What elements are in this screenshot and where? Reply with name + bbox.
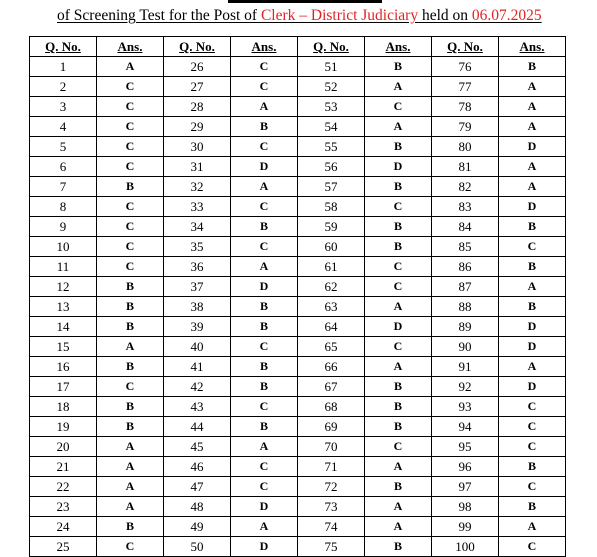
question-number-cell: 100 — [432, 537, 499, 557]
answer-cell: C — [499, 237, 566, 257]
answer-cell: C — [499, 417, 566, 437]
question-number-cell: 77 — [432, 77, 499, 97]
question-number-cell: 30 — [164, 137, 231, 157]
answer-cell: B — [365, 137, 432, 157]
question-number-cell: 78 — [432, 97, 499, 117]
top-rule — [228, 0, 382, 3]
table-row — [30, 357, 566, 377]
question-number-cell: 66 — [298, 357, 365, 377]
question-number-cell: 89 — [432, 317, 499, 337]
question-number-cell: 57 — [298, 177, 365, 197]
question-number-cell: 73 — [298, 497, 365, 517]
answer-cell: B — [97, 417, 164, 437]
question-number-cell: 96 — [432, 457, 499, 477]
answer-cell: B — [365, 237, 432, 257]
answer-cell: A — [499, 517, 566, 537]
answer-cell: C — [97, 237, 164, 257]
answer-cell: B — [231, 317, 298, 337]
question-number-cell: 22 — [30, 477, 97, 497]
answer-cell: A — [231, 437, 298, 457]
answer-cell: B — [231, 417, 298, 437]
question-number-cell: 95 — [432, 437, 499, 457]
table-body — [30, 57, 566, 557]
answer-cell: A — [365, 517, 432, 537]
answer-cell: B — [97, 357, 164, 377]
answer-cell: B — [365, 537, 432, 557]
question-number-cell: 94 — [432, 417, 499, 437]
answer-cell: B — [231, 297, 298, 317]
question-number-cell: 41 — [164, 357, 231, 377]
question-number-cell: 75 — [298, 537, 365, 557]
answer-cell: C — [499, 537, 566, 557]
question-number-cell: 72 — [298, 477, 365, 497]
answer-cell: A — [499, 277, 566, 297]
answer-cell: C — [365, 277, 432, 297]
answer-cell: A — [365, 357, 432, 377]
answer-cell: D — [365, 157, 432, 177]
table-row — [30, 117, 566, 137]
question-number-cell: 58 — [298, 197, 365, 217]
answer-cell: C — [97, 157, 164, 177]
question-number-cell: 83 — [432, 197, 499, 217]
column-header-ans: Ans. — [499, 37, 566, 57]
answer-cell: C — [97, 197, 164, 217]
answer-cell: D — [499, 197, 566, 217]
question-number-cell: 50 — [164, 537, 231, 557]
question-number-cell: 86 — [432, 257, 499, 277]
question-number-cell: 27 — [164, 77, 231, 97]
question-number-cell: 2 — [30, 77, 97, 97]
question-number-cell: 47 — [164, 477, 231, 497]
answer-cell: B — [231, 377, 298, 397]
question-number-cell: 76 — [432, 57, 499, 77]
answer-cell: C — [97, 217, 164, 237]
question-number-cell: 28 — [164, 97, 231, 117]
question-number-cell: 65 — [298, 337, 365, 357]
question-number-cell: 23 — [30, 497, 97, 517]
table-row — [30, 377, 566, 397]
question-number-cell: 32 — [164, 177, 231, 197]
question-number-cell: 5 — [30, 137, 97, 157]
question-number-cell: 4 — [30, 117, 97, 137]
question-number-cell: 61 — [298, 257, 365, 277]
answer-cell: C — [231, 337, 298, 357]
post-name: Clerk – District Judiciary — [260, 7, 419, 24]
answer-cell: B — [97, 317, 164, 337]
answer-cell: D — [231, 157, 298, 177]
answer-cell: B — [365, 217, 432, 237]
table-row — [30, 517, 566, 537]
question-number-cell: 90 — [432, 337, 499, 357]
question-number-cell: 3 — [30, 97, 97, 117]
answer-cell: C — [365, 197, 432, 217]
question-number-cell: 92 — [432, 377, 499, 397]
question-number-cell: 98 — [432, 497, 499, 517]
answer-cell: B — [499, 497, 566, 517]
question-number-cell: 54 — [298, 117, 365, 137]
answer-cell: A — [231, 517, 298, 537]
answer-cell: D — [231, 277, 298, 297]
answer-cell: A — [365, 457, 432, 477]
question-number-cell: 62 — [298, 277, 365, 297]
question-number-cell: 12 — [30, 277, 97, 297]
answer-cell: C — [365, 337, 432, 357]
table-row — [30, 437, 566, 457]
answer-cell: B — [231, 357, 298, 377]
question-number-cell: 64 — [298, 317, 365, 337]
question-number-cell: 81 — [432, 157, 499, 177]
answer-cell: B — [365, 177, 432, 197]
answer-cell: B — [365, 377, 432, 397]
table-row — [30, 397, 566, 417]
answer-cell: B — [499, 217, 566, 237]
column-header-ans: Ans. — [365, 37, 432, 57]
question-number-cell: 82 — [432, 177, 499, 197]
question-number-cell: 9 — [30, 217, 97, 237]
page-title — [57, 7, 542, 25]
answer-cell: A — [97, 437, 164, 457]
question-number-cell: 7 — [30, 177, 97, 197]
title-middle: held on — [418, 7, 472, 24]
question-number-cell: 33 — [164, 197, 231, 217]
answer-cell: D — [499, 137, 566, 157]
answer-cell: A — [499, 157, 566, 177]
answer-cell: B — [499, 257, 566, 277]
answer-cell: A — [97, 477, 164, 497]
question-number-cell: 40 — [164, 337, 231, 357]
answer-key-table — [29, 36, 566, 557]
answer-cell: B — [231, 117, 298, 137]
table-row — [30, 97, 566, 117]
title-prefix: of Screening Test for the Post of — [57, 7, 261, 24]
exam-date: 06.07.2025 — [471, 7, 542, 24]
question-number-cell: 70 — [298, 437, 365, 457]
column-header-qno: Q. No. — [432, 37, 499, 57]
question-number-cell: 18 — [30, 397, 97, 417]
answer-cell: B — [365, 57, 432, 77]
question-number-cell: 60 — [298, 237, 365, 257]
question-number-cell: 59 — [298, 217, 365, 237]
table-row — [30, 497, 566, 517]
question-number-cell: 56 — [298, 157, 365, 177]
answer-cell: B — [365, 397, 432, 417]
question-number-cell: 21 — [30, 457, 97, 477]
column-header-ans: Ans. — [97, 37, 164, 57]
answer-cell: A — [97, 457, 164, 477]
answer-cell: D — [499, 317, 566, 337]
question-number-cell: 29 — [164, 117, 231, 137]
answer-cell: D — [231, 537, 298, 557]
answer-cell: C — [365, 257, 432, 277]
question-number-cell: 49 — [164, 517, 231, 537]
question-number-cell: 91 — [432, 357, 499, 377]
table-row — [30, 197, 566, 217]
answer-cell: A — [499, 77, 566, 97]
question-number-cell: 80 — [432, 137, 499, 157]
answer-cell: A — [97, 337, 164, 357]
question-number-cell: 87 — [432, 277, 499, 297]
answer-cell: B — [97, 297, 164, 317]
table-row — [30, 537, 566, 557]
question-number-cell: 97 — [432, 477, 499, 497]
question-number-cell: 17 — [30, 377, 97, 397]
table-row — [30, 297, 566, 317]
answer-cell: C — [97, 97, 164, 117]
table-row — [30, 77, 566, 97]
column-header-qno: Q. No. — [164, 37, 231, 57]
answer-cell: A — [97, 497, 164, 517]
question-number-cell: 38 — [164, 297, 231, 317]
answer-cell: B — [499, 57, 566, 77]
answer-cell: A — [231, 177, 298, 197]
answer-cell: D — [365, 317, 432, 337]
table-row — [30, 257, 566, 277]
answer-cell: D — [499, 337, 566, 357]
question-number-cell: 19 — [30, 417, 97, 437]
question-number-cell: 37 — [164, 277, 231, 297]
answer-cell: B — [97, 397, 164, 417]
answer-cell: C — [365, 97, 432, 117]
question-number-cell: 93 — [432, 397, 499, 417]
answer-cell: C — [97, 257, 164, 277]
answer-cell: A — [365, 77, 432, 97]
table-row — [30, 277, 566, 297]
table-row — [30, 57, 566, 77]
question-number-cell: 45 — [164, 437, 231, 457]
answer-cell: B — [499, 457, 566, 477]
question-number-cell: 88 — [432, 297, 499, 317]
column-header-ans: Ans. — [231, 37, 298, 57]
question-number-cell: 25 — [30, 537, 97, 557]
question-number-cell: 1 — [30, 57, 97, 77]
answer-cell: C — [231, 237, 298, 257]
answer-cell: B — [231, 217, 298, 237]
question-number-cell: 84 — [432, 217, 499, 237]
answer-cell: C — [97, 137, 164, 157]
answer-cell: A — [365, 117, 432, 137]
question-number-cell: 48 — [164, 497, 231, 517]
answer-cell: A — [499, 177, 566, 197]
question-number-cell: 79 — [432, 117, 499, 137]
question-number-cell: 43 — [164, 397, 231, 417]
table-header-row — [30, 37, 566, 57]
answer-cell: C — [231, 397, 298, 417]
answer-cell: C — [97, 77, 164, 97]
answer-cell: C — [499, 437, 566, 457]
answer-cell: C — [499, 397, 566, 417]
answer-cell: B — [97, 277, 164, 297]
answer-cell: A — [365, 497, 432, 517]
question-number-cell: 44 — [164, 417, 231, 437]
answer-cell: C — [231, 137, 298, 157]
table-row — [30, 317, 566, 337]
answer-cell: D — [231, 497, 298, 517]
answer-cell: B — [97, 177, 164, 197]
answer-cell: C — [97, 377, 164, 397]
question-number-cell: 15 — [30, 337, 97, 357]
answer-cell: A — [231, 97, 298, 117]
answer-cell: C — [365, 437, 432, 457]
question-number-cell: 34 — [164, 217, 231, 237]
question-number-cell: 13 — [30, 297, 97, 317]
question-number-cell: 31 — [164, 157, 231, 177]
question-number-cell: 67 — [298, 377, 365, 397]
answer-cell: A — [499, 357, 566, 377]
question-number-cell: 8 — [30, 197, 97, 217]
answer-cell: C — [231, 477, 298, 497]
question-number-cell: 51 — [298, 57, 365, 77]
question-number-cell: 53 — [298, 97, 365, 117]
question-number-cell: 26 — [164, 57, 231, 77]
answer-cell: C — [97, 537, 164, 557]
answer-cell: B — [365, 417, 432, 437]
table-row — [30, 177, 566, 197]
table-row — [30, 337, 566, 357]
question-number-cell: 39 — [164, 317, 231, 337]
question-number-cell: 55 — [298, 137, 365, 157]
answer-cell: A — [499, 117, 566, 137]
answer-cell: B — [499, 297, 566, 317]
question-number-cell: 6 — [30, 157, 97, 177]
answer-cell: D — [499, 377, 566, 397]
question-number-cell: 74 — [298, 517, 365, 537]
question-number-cell: 36 — [164, 257, 231, 277]
answer-cell: A — [365, 297, 432, 317]
question-number-cell: 63 — [298, 297, 365, 317]
table-row — [30, 237, 566, 257]
table-row — [30, 417, 566, 437]
question-number-cell: 35 — [164, 237, 231, 257]
question-number-cell: 42 — [164, 377, 231, 397]
table-row — [30, 137, 566, 157]
table-row — [30, 457, 566, 477]
question-number-cell: 11 — [30, 257, 97, 277]
question-number-cell: 52 — [298, 77, 365, 97]
question-number-cell: 10 — [30, 237, 97, 257]
question-number-cell: 20 — [30, 437, 97, 457]
answer-cell: A — [231, 257, 298, 277]
question-number-cell: 46 — [164, 457, 231, 477]
question-number-cell: 14 — [30, 317, 97, 337]
answer-cell: B — [365, 477, 432, 497]
answer-cell: C — [231, 77, 298, 97]
question-number-cell: 85 — [432, 237, 499, 257]
column-header-qno: Q. No. — [30, 37, 97, 57]
answer-cell: C — [231, 457, 298, 477]
question-number-cell: 24 — [30, 517, 97, 537]
question-number-cell: 71 — [298, 457, 365, 477]
answer-cell: C — [231, 57, 298, 77]
answer-cell: C — [499, 477, 566, 497]
column-header-qno: Q. No. — [298, 37, 365, 57]
question-number-cell: 16 — [30, 357, 97, 377]
answer-cell: A — [499, 97, 566, 117]
question-number-cell: 99 — [432, 517, 499, 537]
question-number-cell: 69 — [298, 417, 365, 437]
table-row — [30, 217, 566, 237]
answer-cell: B — [97, 517, 164, 537]
answer-cell: C — [231, 197, 298, 217]
answer-cell: C — [97, 117, 164, 137]
table-row — [30, 157, 566, 177]
table-row — [30, 477, 566, 497]
answer-cell: A — [97, 57, 164, 77]
question-number-cell: 68 — [298, 397, 365, 417]
